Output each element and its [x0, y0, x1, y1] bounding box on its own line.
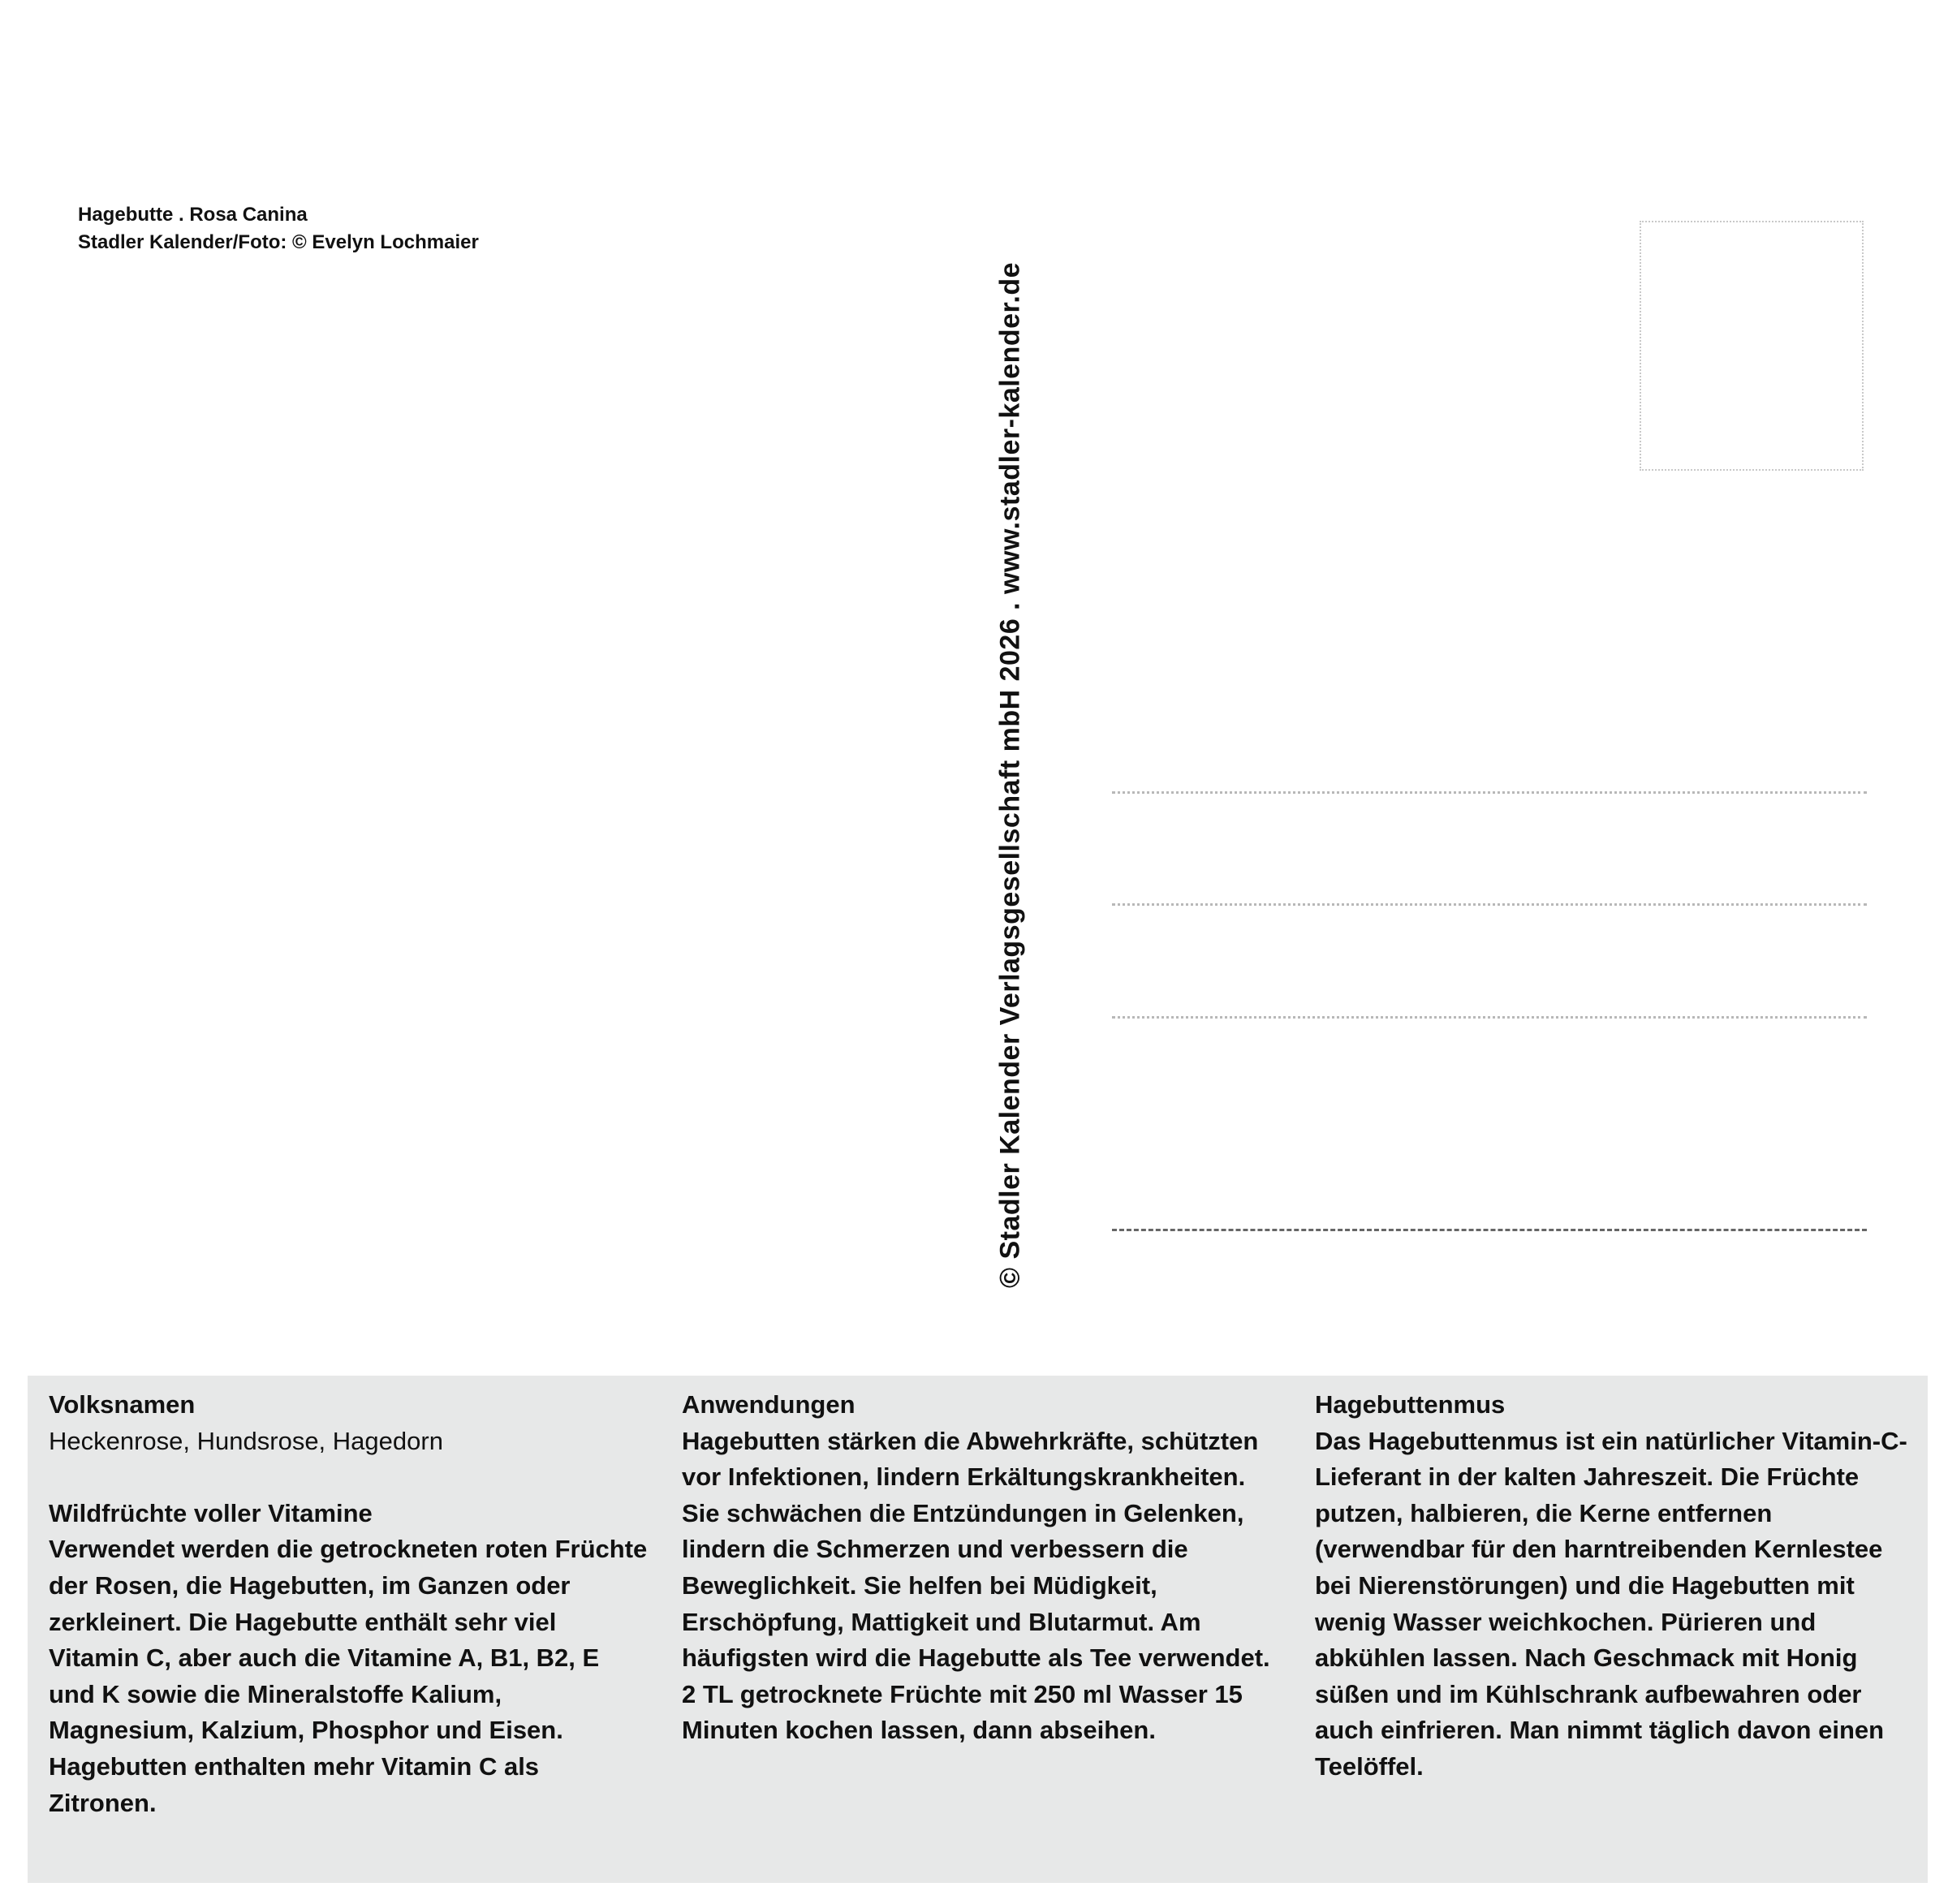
- wildfruechte-text: Verwendet werden die getrockneten roten Früchte der Rosen, die Hagebutten, im Ganzen oder zerkleinert. Die Hagebutte enthält sehr viel Vitamin C, aber auch die Vitamine A, B1, B2, E und K sowie die Mineralstoffe Kalium, Magnesium, Kalzium, Phosphor und Eisen. Hagebutten enthalten mehr Vitamin C als Zitronen.: [49, 1535, 648, 1817]
- volksnamen-heading: Volksnamen: [49, 1390, 196, 1419]
- caption-title: Hagebutte . Rosa Canina: [78, 204, 308, 226]
- photo-caption: [78, 201, 479, 256]
- anwendungen-heading: Anwendungen: [682, 1390, 855, 1419]
- anwendungen-text: Hagebutten stärken die Abwehrkräfte, schützten vor Infektionen, lindern Erkältungskrankheiten. Sie schwächen die Entzündungen in Gelenken, lindern die Schmerzen und verbessern die Beweglichkeit. Sie helfen bei Müdigkeit, Erschöpfung, Mattigkeit und Blutarmut. Am häufigsten wird die Hagebutte als Tee verwendet. 2 TL getrocknete Früchte mit 250 ml Wasser 15 Minuten kochen lassen, dann abseihen.: [682, 1426, 1270, 1745]
- info-panel: [28, 1376, 1928, 1883]
- address-line-2: [1112, 903, 1867, 906]
- caption-credit: Stadler Kalender/Foto: © Evelyn Lochmaier: [78, 231, 479, 253]
- publisher-imprint: © Stadler Kalender Verlagsgesellschaft mbH 2026 . www.stadler-kalender.de: [994, 261, 1026, 1289]
- info-column-left: [49, 1387, 649, 1821]
- info-column-middle: [682, 1387, 1282, 1749]
- volksnamen-text: Heckenrose, Hundsrose, Hagedorn: [49, 1426, 443, 1455]
- stamp-placeholder: [1640, 221, 1864, 471]
- hagebuttenmus-text: Das Hagebuttenmus ist ein natürlicher Vitamin-C-Lieferant in der kalten Jahreszeit. Die Früchte putzen, halbieren, die Kerne entfernen (verwendbar für den harntreibenden Kernlestee bei Nierenstörungen) und die Hagebutten mit wenig Wasser weichkochen. Pürieren und abkühlen lassen. Nach Geschmack mit Honig süßen und im Kühlschrank aufbewahren oder auch einfrieren. Man nimmt täglich davon einen Teelöffel.: [1315, 1426, 1907, 1781]
- hagebuttenmus-heading: Hagebuttenmus: [1315, 1390, 1506, 1419]
- address-line-3: [1112, 1016, 1867, 1019]
- address-line-4: [1112, 1229, 1867, 1231]
- address-line-1: [1112, 791, 1867, 794]
- info-column-right: [1315, 1387, 1916, 1786]
- paragraph-spacer: [49, 1459, 649, 1496]
- wildfruechte-heading: Wildfrüchte voller Vitamine: [49, 1498, 373, 1527]
